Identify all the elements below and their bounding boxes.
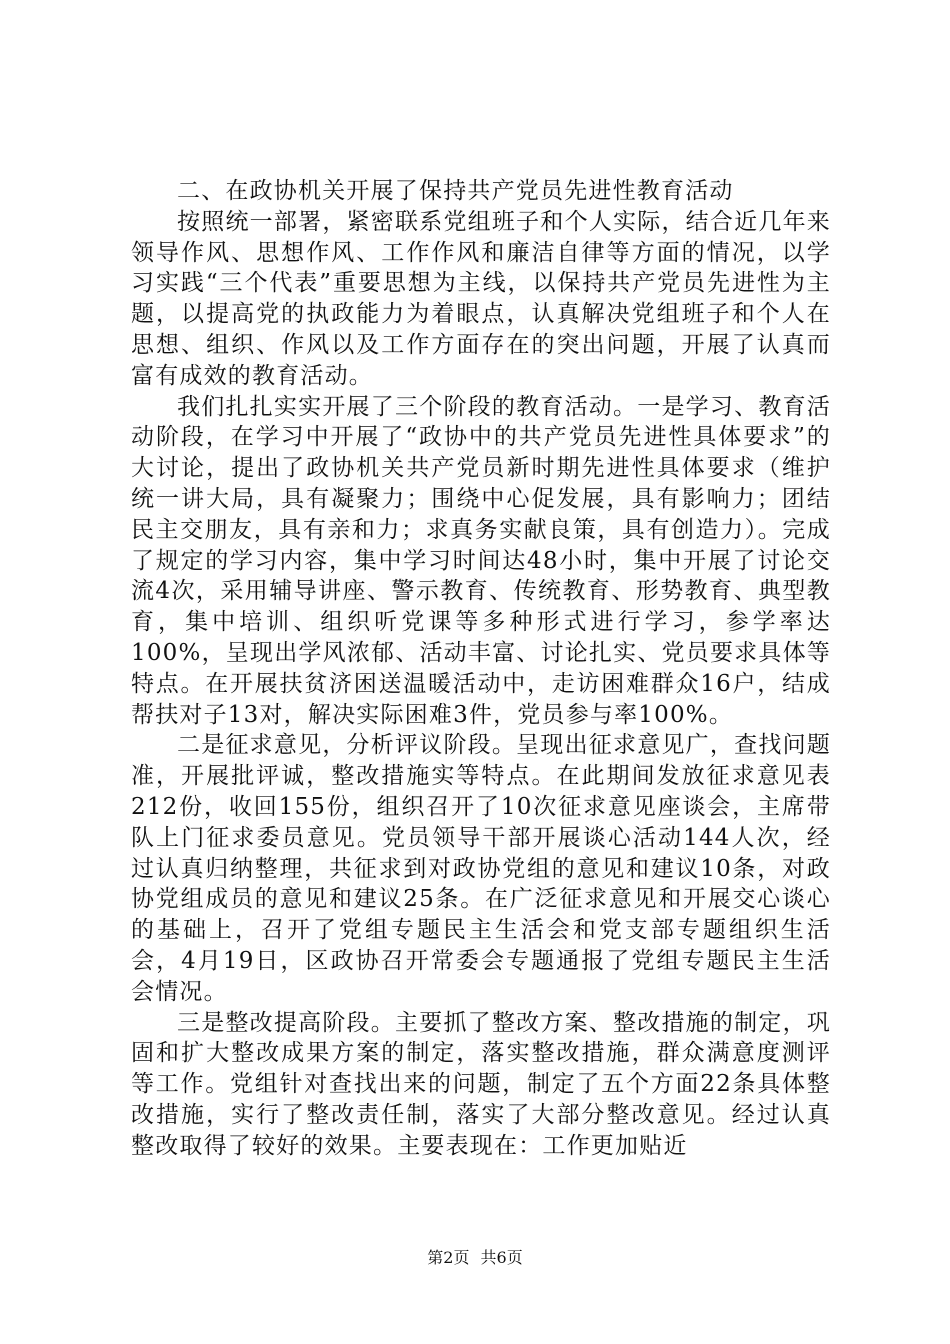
paragraph-3: 二是征求意见，分析评议阶段。呈现出征求意见广，查找问题准，开展批评诚，整改措施实等特点。在此期间发放征求意见表212份，收回155份，组织召开了10次征求意见座谈会，主席带队上门征求委员意见。党员领导干部开展谈心活动144人次，经过认真归纳整理，共征求到对政协党组的意见和建议10条，对政协党组成员的意见和建议25条。在广泛征求意见和开展交心谈心的基础上，召开了党组专题民主生活会和党支部专题组织生活会，4月19日，区政协召开常委会专题通报了党组专题民主生活会情况。 (131, 732, 831, 1005)
paragraph-2: 我们扎扎实实开展了三个阶段的教育活动。一是学习、教育活动阶段，在学习中开展了“政协中的共产党员先进性具体要求”的大讨论，提出了政协机关共产党员新时期先进性具体要求（维护统一讲大局，具有凝聚力；围绕中心促发展，具有影响力；团结民主交朋友，具有亲和力；求真务实献良策，具有创造力）。完成了规定的学习内容，集中学习时间达48小时，集中开展了讨论交流4次，采用辅导讲座、警示教育、传统教育、形势教育、典型教育，集中培训、组织听党课等多种形式进行学习，参学率达100%，呈现出学风浓郁、活动丰富、讨论扎实、党员要求具体等特点。在开展扶贫济困送温暖活动中，走访困难群众16户，结成帮扶对子13对，解决实际困难3件，党员参与率100%。 (131, 393, 831, 728)
page-footer (0, 1245, 950, 1268)
page-total: 共6页 (480, 1248, 523, 1267)
section-heading: 二、在政协机关开展了保持共产党员先进性教育活动 (177, 178, 734, 204)
page-number: 第2页 (427, 1248, 470, 1267)
paragraph-1: 按照统一部署，紧密联系党组班子和个人实际，结合近几年来领导作风、思想作风、工作作风和廉洁自律等方面的情况，以学习实践“三个代表”重要思想为主线，以保持共产党员先进性为主题，以提高党的执政能力为着眼点，认真解决党组班子和个人在思想、组织、作风以及工作方面存在的突出问题，开展了认真而富有成效的教育活动。 (131, 208, 831, 389)
document-body (131, 176, 831, 1162)
paragraph-4: 三是整改提高阶段。主要抓了整改方案、整改措施的制定，巩固和扩大整改成果方案的制定，落实整改措施，群众满意度测评等工作。党组针对查找出来的问题，制定了五个方面22条具体整改措施，实行了整改责任制，落实了大部分整改意见。经过认真整改取得了较好的效果。主要表现在：工作更加贴近 (131, 1009, 831, 1159)
